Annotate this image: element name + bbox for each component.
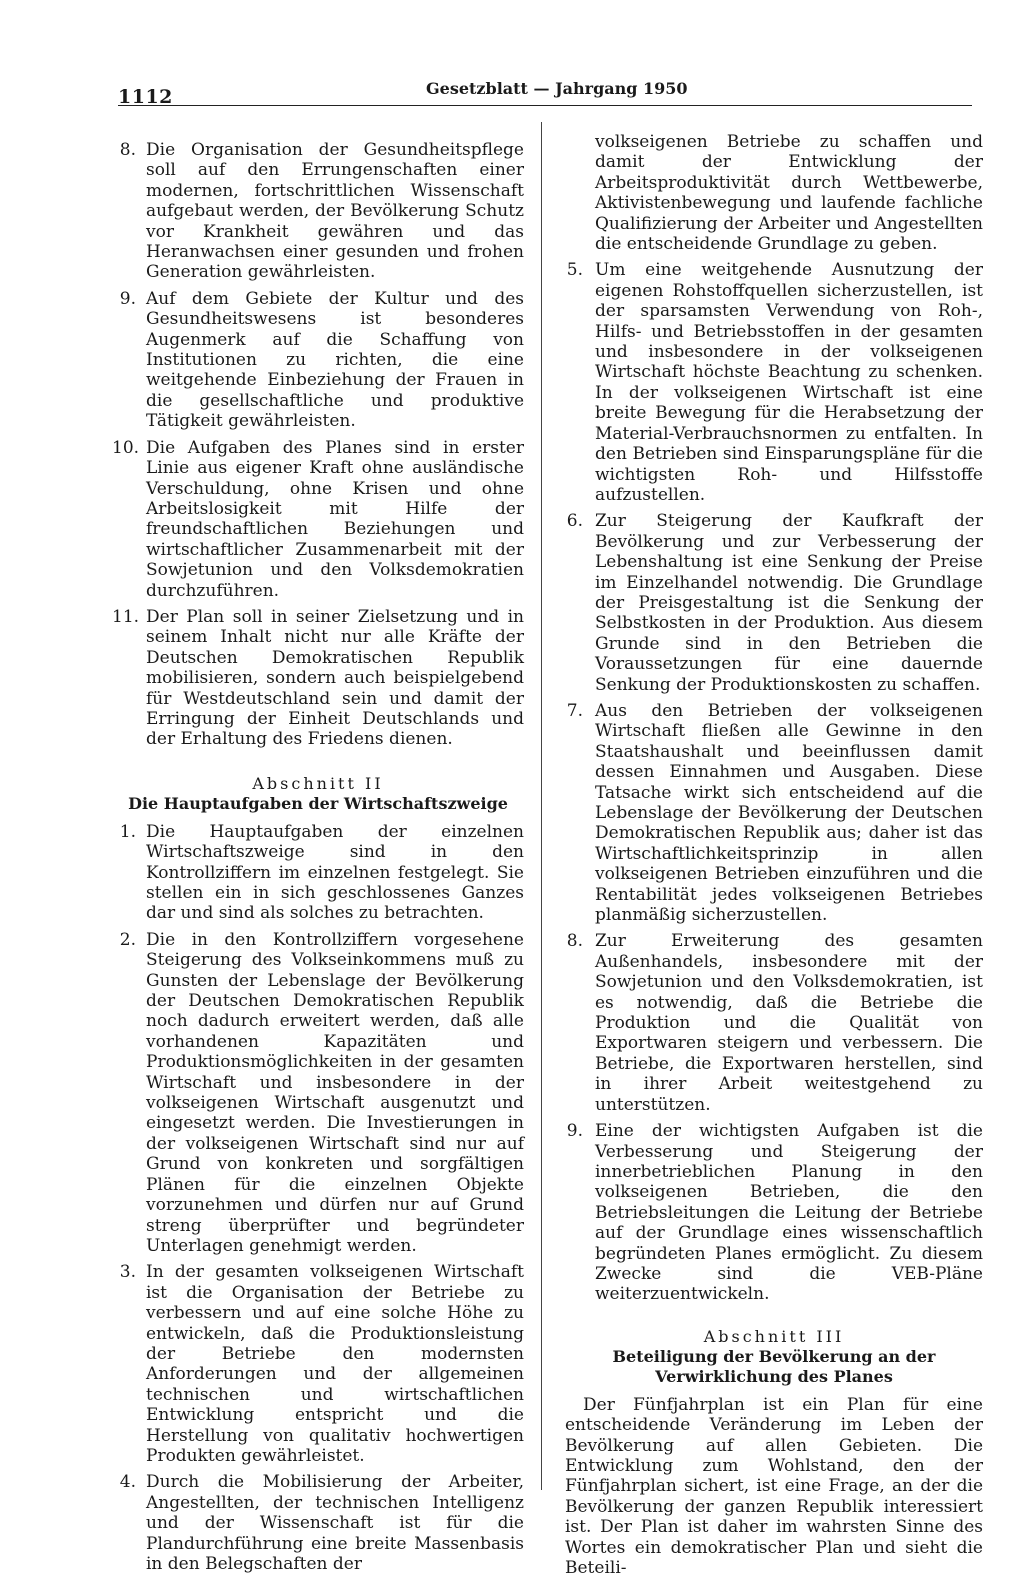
item-number: 2. [119, 929, 136, 950]
list-item [565, 511, 983, 695]
list-item [112, 1262, 524, 1466]
list-item [112, 930, 524, 1257]
item-number: 8. [566, 931, 583, 952]
running-head: Gesetzblatt — Jahrgang 1950 [426, 79, 688, 98]
list-item [112, 438, 524, 601]
item-text: Auf dem Gebiete der Kultur und des Gesundheitswesens ist besonderes Augenmerk auf die Schaffung von Institutionen zu richten, die eine weitgehende Einbeziehung der Frauen in die gesellschaftliche und produktive Tätigkeit gewährleisten. [146, 288, 524, 432]
list-item [565, 260, 983, 505]
header-rule [118, 105, 972, 106]
item-text: Um eine weitgehende Ausnutzung der eigenen Rohstoffquellen sicherzustellen, ist der sparsamsten Verwendung von Roh-, Hilfs- und Betriebsstoffen in der gesamten und insbesondere in der volkseigenen Wirtschaft höchste Beachtung zu schenken. In der volkseigenen Wirtschaft ist eine breite Bewegung für die Herabsetzung der Material-Verbrauchsnormen zu entfalten. In den Betrieben sind Einsparungspläne für die wichtigsten Roh- und Hilfsstoffe aufzustellen. [595, 260, 983, 505]
item-number: 4. [119, 1472, 136, 1493]
item-text: Zur Erweiterung des gesamten Außenhandels, insbesondere mit der Sowjetunion und den Volksdemokratien, ist es notwendig, daß die Betriebe die Produktion und die Qualität von Exportwaren steigern und verbessern. Die Betriebe, die Exportwaren herstellen, sind in ihrer Arbeit weitestgehend zu unterstützen. [595, 931, 983, 1115]
item-number: 6. [566, 511, 583, 532]
list-item [565, 1121, 983, 1305]
item-text: In der gesamten volkseigenen Wirtschaft ist die Organisation der Betriebe zu verbessern und auf eine solche Höhe zu entwickeln, daß die Produktionsleistung der Betriebe den modernsten Anforderungen und der allgemeinen technischen und wirtschaftlichen Entwicklung entspricht und die Herstellung von qualitativ hochwertigen Produkten gewährleistet. [146, 1262, 524, 1466]
continuation-text: volkseigenen Betriebe zu schaffen und damit der Entwicklung der Arbeitsproduktivität durch Wettbewerbe, Aktivistenbewegung und laufende fachliche Qualifizierung der Arbeiter und Angestellten die entscheidende Grundlage zu geben. [595, 132, 983, 255]
item-number: 7. [566, 700, 583, 721]
list-item [112, 607, 524, 750]
list-item [565, 701, 983, 925]
item-text: Die Hauptaufgaben der einzelnen Wirtschaftszweige sind in den Kontrollziffern im einzelnen festgelegt. Sie stellen ein in sich geschlossenes Ganzes dar und sind als solches zu betrachten. [146, 821, 524, 924]
section-title: Abschnitt II [252, 773, 384, 793]
item-number: 3. [119, 1262, 136, 1283]
item-text: Eine der wichtigsten Aufgaben ist die Verbesserung und Steigerung der innerbetrieblichen Planung in den volkseigenen Betrieben, die den Betriebsleitungen die Leitung der Betriebe auf der Grundlage eines wissenschaftlich begründeten Planes ermöglicht. Zu diesem Zwecke sind die VEB-Pläne weiterzuentwickeln. [595, 1121, 983, 1305]
item-text: Zur Steigerung der Kaufkraft der Bevölkerung und zur Verbesserung der Lebenshaltung ist eine Senkung der Preise im Einzelhandel notwendig. Die Grundlage der Preisgestaltung ist die Senkung der Selbstkosten in der Produktion. Aus diesem Grunde sind in den Betrieben die Voraussetzungen für eine dauernde Senkung der Produktionskosten zu schaffen. [595, 511, 983, 695]
body-paragraph: Der Fünfjahrplan ist ein Plan für eine entscheidende Veränderung im Leben der Bevölkerung auf allen Gebieten. Die Entwicklung zum Wohlstand, den der Fünfjahrplan sichert, ist eine Frage, an der die Bevölkerung der ganzen Republik interessiert ist. Der Plan ist daher im wahrsten Sinne des Wortes ein demokratischer Plan und sieht die Beteili- [565, 1394, 983, 1578]
item-number: 11. [112, 606, 140, 627]
item-number: 1. [119, 821, 136, 842]
continued-item [565, 132, 983, 254]
item-number: 9. [566, 1121, 583, 1142]
item-text: Aus den Betrieben der volkseigenen Wirtschaft fließen alle Gewinne in den Staatshaushalt und beeinflussen damit dessen Einnahmen und Ausgaben. Diese Tatsache wirkt sich entscheidend auf die Lebenslage der Bevölkerung der Deutschen Demokratischen Republik aus; daher ist das Wirtschaftlichkeitsprinzip in allen volkseigenen Betrieben einzuführen und die Rentabilität jedes volkseigenen Betriebes planmäßig sicherzustellen. [595, 700, 983, 926]
item-text: Die in den Kontrollziffern vorgesehene Steigerung des Volkseinkommens muß zu Gunsten der Lebenslage der Bevölkerung der Deutschen Demokratischen Republik noch dadurch erweitert werden, daß alle vorhandenen Kapazitäten und Produktionsmöglichkeiten in der gesamten Wirtschaft und insbesondere in der volkseigenen Wirtschaft ausgenutzt und eingesetzt werden. Die Investierungen in der volkseigenen Wirtschaft sind nur auf Grund von konkreten und sorgfältigen Plänen für die einzelnen Objekte vorzunehmen und dürfen nur auf Grund streng überprüfter und begründeter Unterlagen genehmigt werden. [146, 929, 524, 1256]
list-item [112, 140, 524, 283]
list-item [112, 289, 524, 432]
item-number: 5. [566, 260, 583, 281]
item-number: 8. [119, 140, 136, 160]
item-text: Der Plan soll in seiner Zielsetzung und in seinem Inhalt nicht nur alle Kräfte der Deutschen Demokratischen Republik mobilisieren, sondern auch beispielgebend für Westdeutschland sein und damit der Erringung der Einheit Deutschlands und der Erhaltung des Friedens dienen. [146, 606, 524, 750]
page-number: 1112 [118, 86, 173, 108]
item-number: 9. [119, 288, 136, 309]
list-item [112, 822, 524, 924]
list-item [565, 931, 983, 1115]
column-divider [541, 122, 542, 1490]
item-number: 10. [112, 437, 140, 458]
left-column [112, 140, 524, 1574]
section-title: Abschnitt III [703, 1326, 845, 1346]
right-column [565, 132, 983, 1578]
item-text: Durch die Mobilisierung der Arbeiter, Angestellten, der technischen Intelligenz und der Wissenschaft ist für die Plandurchführung eine breite Massenbasis in den Belegschaften der [146, 1472, 524, 1574]
section-heading: Beteiligung der Bevölkerung an der Verwirklichung des Planes [612, 1346, 936, 1386]
item-text: Die Aufgaben des Planes sind in erster Linie aus eigener Kraft ohne ausländische Verschuldung, ohne Krisen und ohne Arbeitslosigkeit mit Hilfe der freundschaftlichen Beziehungen und wirtschaftlicher Zusammenarbeit mit der Sowjetunion und den Volksdemokratien durchzuführen. [146, 437, 524, 601]
item-text: Die Organisation der Gesundheitspflege soll auf den Errungenschaften einer modernen, fortschrittlichen Wissenschaft aufgebaut werden, der Bevölkerung Schutz vor Krankheit gewähren und das Heranwachsen einer gesunden und frohen Generation gewährleisten. [146, 140, 524, 283]
section-heading: Die Hauptaufgaben der Wirtschaftszweige [128, 793, 508, 813]
list-item [112, 1472, 524, 1574]
